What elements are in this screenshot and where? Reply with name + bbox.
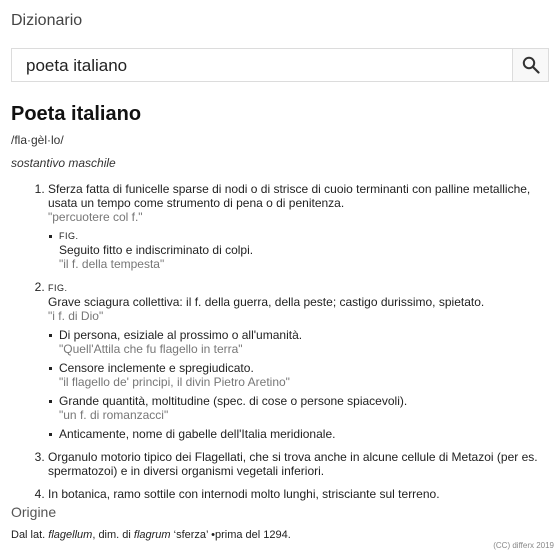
entry-pronunciation: /fla·gèl·lo/	[11, 133, 64, 147]
origin-latin-word: flagellum	[48, 529, 93, 541]
fig-label: FIG.	[59, 231, 79, 241]
sub-definition-text: Censore inclemente e spregiudicato.	[59, 361, 254, 375]
sub-definition-text: Di persona, esiziale al prossimo o all'umanità.	[59, 328, 303, 342]
sub-definitions	[48, 328, 552, 441]
sub-definition-example: "il f. della tempesta"	[59, 257, 165, 271]
origin-text-part: , dim. di	[92, 529, 134, 541]
definition-text: Organulo motorio tipico dei Flagellati, che si trova anche in alcune cellule di Metazoi (per es. spermatozoi) e in diversi organismi vegetali inferiori.	[48, 450, 538, 478]
page-title: Dizionario	[11, 12, 83, 29]
sub-definition-item	[59, 229, 552, 271]
definition-text: Grave sciagura collettiva: il f. della guerra, della peste; castigo durissimo, spietato.	[48, 295, 485, 309]
origin-title: Origine	[11, 504, 57, 520]
entry-part-of-speech: sostantivo maschile	[11, 156, 116, 170]
sub-definition-example: "il flagello de' principi, il divin Pietro Aretino"	[59, 375, 290, 389]
origin-text-part: Dal lat.	[11, 529, 49, 541]
sub-definition-item	[59, 361, 552, 389]
copyright-credit: (CC) differx 2019	[493, 541, 554, 550]
sub-definition-example: "un f. di romanzacci"	[59, 408, 169, 422]
origin-text	[11, 529, 291, 541]
sub-definition-text: Seguito fitto e indiscriminato di colpi.	[59, 243, 254, 257]
sub-definition-item	[59, 328, 552, 356]
sub-definition-text: Grande quantità, moltitudine (spec. di cose o persone spiacevoli).	[59, 394, 408, 408]
entry-headword: Poeta italiano	[11, 103, 142, 125]
definition-text: In botanica, ramo sottile con internodi molto lunghi, strisciante sul terreno.	[48, 487, 440, 501]
origin-latin-word: flagrum	[133, 529, 171, 541]
definition-item	[48, 487, 552, 501]
definitions-list	[18, 182, 552, 501]
definition-example: "percuotere col f."	[48, 210, 143, 224]
search-input[interactable]: poeta italiano	[11, 48, 512, 82]
search-icon	[522, 56, 540, 74]
sub-definition-item	[59, 427, 552, 441]
search-button[interactable]	[512, 48, 549, 82]
sub-definition-text: Anticamente, nome di gabelle dell'Italia meridionale.	[59, 427, 336, 441]
definition-item	[48, 280, 552, 441]
definition-example: "i f. di Dio"	[48, 309, 104, 323]
sub-definitions	[48, 229, 552, 271]
definition-text: Sferza fatta di funicelle sparse di nodi o di strisce di cuoio terminanti con palline metalliche, usata un tempo come strumento di pena o di penitenza.	[48, 182, 531, 210]
sub-definition-item	[59, 394, 552, 422]
definition-item	[48, 450, 552, 478]
definition-item	[48, 182, 552, 271]
origin-text-part: ‘sferza’ •prima del 1294.	[170, 529, 291, 541]
fig-label: 2. FIG.	[48, 283, 68, 293]
sub-definition-example: "Quell'Attila che fu flagello in terra"	[59, 342, 243, 356]
